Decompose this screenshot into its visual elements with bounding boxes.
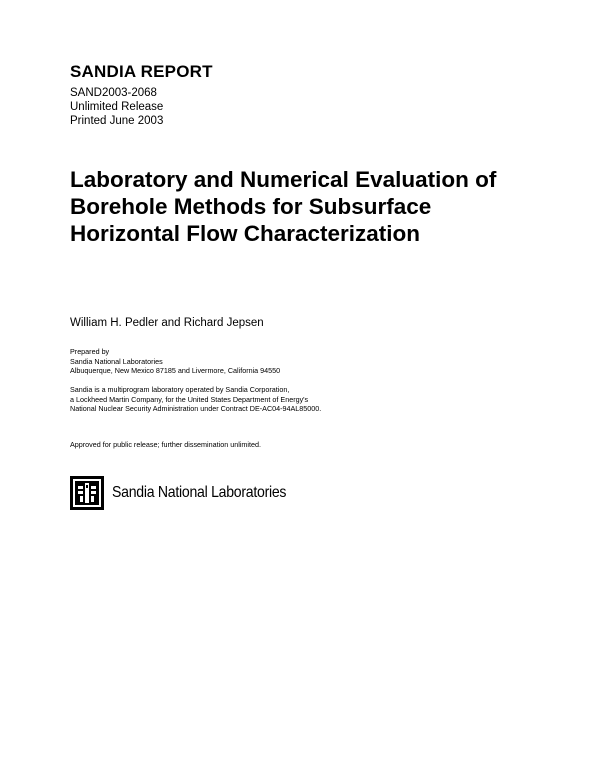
prepared-by-label: Prepared by: [70, 347, 110, 356]
print-date: Printed June 2003: [70, 115, 164, 127]
report-meta: [70, 86, 163, 128]
title-line-1: Laboratory and Numerical Evaluation of: [70, 167, 497, 192]
release-status: Unlimited Release: [70, 101, 164, 113]
sandia-description: [70, 385, 321, 414]
sandia-description-line-1: Sandia is a multiprogram laboratory operated by Sandia Corporation,: [70, 385, 290, 394]
prepared-by-block: [70, 347, 280, 376]
sandia-description-line-2: a Lockheed Martin Company, for the United States Department of Energy's: [70, 394, 309, 404]
report-series-label: SANDIA REPORT: [70, 62, 213, 81]
report-title: [70, 166, 570, 247]
authors: William H. Pedler and Richard Jepsen: [70, 317, 264, 329]
sandia-thunderbird-icon: [70, 476, 104, 510]
sandia-logo: [70, 476, 310, 510]
prepared-by-location: Albuquerque, New Mexico 87185 and Livermore, California 94550: [70, 366, 281, 375]
sandia-description-line-3: National Nuclear Security Administration under Contract DE-AC04-94AL85000.: [70, 404, 322, 413]
title-line-3: Horizontal Flow Characterization: [70, 221, 421, 246]
approval-statement: Approved for public release; further dissemination unlimited.: [70, 440, 261, 449]
sandia-logo-text: Sandia National Laboratories: [112, 484, 287, 501]
report-number: SAND2003-2068: [70, 87, 157, 99]
title-line-2: Borehole Methods for Subsurface: [70, 194, 432, 219]
prepared-by-org: Sandia National Laboratories: [70, 356, 163, 366]
